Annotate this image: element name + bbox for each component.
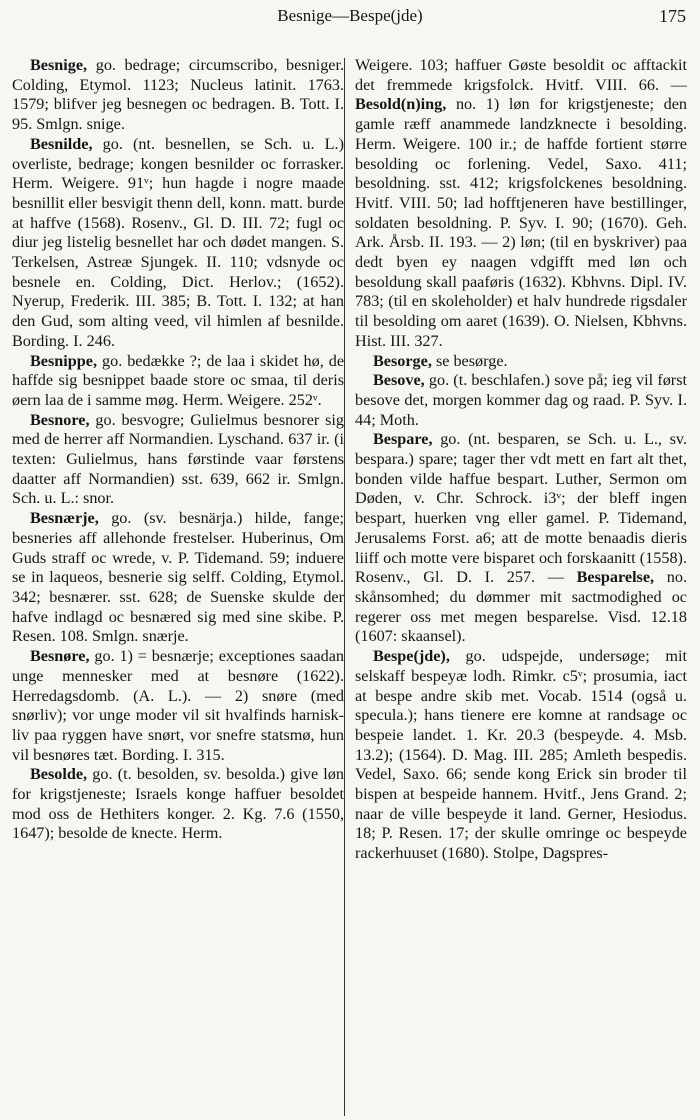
entry-text: go. bedrage; circumscribo, besniger. Colding, Etymol. 1123; Nucleus latinit. 1763. 1579; blifver jeg besnegen oc bedragen. B. Tott. I. 95. Smlgn. snige. [12,56,344,134]
entry-text: go. 1) = besnærje; exceptiones saadan unge mennesker med at besnøre (1622). Herredagsdomb. (A. L.). — 2) snøre (med snørliv); vor unge moder vil sit hvalfinds harnisk-liv paa ryggen have snørt, vor snefre statsmø, hun vil besnøres tæt. Bording. I. 315. [12,647,344,764]
dictionary-entry [12,647,344,765]
page-header [0,6,700,32]
dictionary-entry [355,352,687,372]
page-number: 175 [659,6,686,26]
dictionary-entry [12,509,344,647]
column-divider [344,58,345,1116]
entry-text: go. (t. besolden, sv. besolda.) give løn for krigstjeneste; Israels konge haffuer besoldet mod oss de Hethiters konger. 2. Kg. 7.6 (1550, 1647); besolde de knecte. Herm. [12,765,344,843]
entry-text: go. (sv. besnärja.) hilde, fange; besneries aff allehonde frestelser. Huberinus, Om Guds straff oc wrede, v. P. Tidemand. 59; induere se in laqueos, besnerie sig selff. Colding, Etymol. 342; besnærer. sst. 628; de Suenske skulde der hafve indlagd oc besnæred sig med sine skibe. P. Resen. 108. Smlgn. snærje. [12,509,344,646]
entry-text: no. 1) løn for krigstjeneste; den gamle ræff anammede landzknecte i besolding. Herm. Weigere. 100 ir.; de haffde fortient større besolding oc forlening. Vedel, Saxo. 411; besoldning. sst. 412; krigsfolckenes besoldning. Hvitf. VIII. 50; lad hofftjeneren have bestillinger, soldaten besoldning. P. Syv. I. 90; (1670). Geh. Ark. Årsb. II. 193. — 2) løn; (til en byskriver) paa dedt byen ey naagen vdgifft med løn och besoldung skall paaføris (1632). Kbhvns. Dipl. IV. 783; (til en skoleholder) et halv hundrede rigsdaler til besolding om aaret (1639). O. Nielsen, Kbhvns. Hist. III. 327. [355,95,687,350]
headword: Besorge, [373,351,432,370]
dictionary-entry [12,411,344,510]
right-column [355,56,687,1120]
entry-text: se besørge. [435,351,508,370]
entry-text: go. (t. beschlafen.) sove på; ieg vil først besove det, morgen kommer dag og raad. P. Syv. I. 44; Moth. [355,371,687,429]
headword: Besolde, [30,765,88,784]
entry-text: go. udspejde, undersøge; mit selskaff bespeyæ lodh. Rimkr. c5ᵛ; prosumia, iact at bespe andre skib met. Vocab. 1514 (også u. specula.); hans tienere ere komne at randsage oc bespeie landet. 1. Kr. 20.3 (bespeyde. 4. Msb. 13.2); (1564). D. Mag. III. 285; Amleth bespedis. Vedel, Saxo. 66; sende kong Erick sin broder til bispen at bespeide hannem. Hvitf., Jens Grand. 2; naar de ville bespeyde it land. Gerner, Hesiodus. 18; P. Resen. 17; der skulle omringe oc bespeyde rackerhuuset (1680). Stolpe, Dagspres- [355,647,687,863]
headword: Bespare, [373,430,433,449]
dictionary-entry [12,765,344,844]
left-column [12,56,344,1120]
dictionary-entry-continued [355,56,687,352]
headword: Besove, [373,371,425,390]
entry-text: go. (nt. besparen, se Sch. u. L., sv. bespara.) spare; tager ther vdt mett en fart alt thet, bonden vilde haffue bespart. Luther, Sermon om Døden, v. Chr. Schrock. i3ᵛ; der bleff ingen bespart, huerken vng eller gamel. P. Tidemand, Jerusalems Forst. a6; att de motte benaadis dieris liiff och motte vere bisparet och forskaanitt (1558). Rosenv., Gl. D. I. 257. — [355,430,687,587]
headword: Besnige, [30,56,88,74]
headword: Besnore, [30,410,90,429]
headword: Besold(n)ing, [355,95,447,114]
entry-text: no. skånsomhed; du dømmer mit sactmodighed oc regerer oss met megen besparelse. Visd. 12.18 (1607: skaansel). [355,568,687,646]
entry-text: go. bedække ?; de laa i skidet hø, de haffde sig besnippet baade store oc smaa, til deris øern laa de i samme møg. Herm. Weigere. 252ᵛ. [12,351,344,409]
headword: Bespe(jde), [373,647,450,666]
dictionary-entry [355,371,687,430]
running-head: Besnige—Bespe(jde) [277,6,423,25]
headword: Besnippe, [30,351,98,370]
dictionary-entry [12,56,344,135]
dictionary-entry [12,352,344,411]
headword: Besparelse, [576,568,655,587]
entry-text: go. (nt. besnellen, se Sch. u. L.) overliste, bedrage; kongen besnilder oc forrasker. Herm. Weigere. 91ᵛ; hun hagde i nogre maade besnillit eller besvigit thenn dell, konn. matt. burde at haffve (1568). Rosenv., Gl. D. III. 72; fugl oc diur jeg listelig besnellet har och dødet mangen. S. Terkelsen, Astreæ Sjungek. II. 110; vdsnyde oc besnele en. Colding, Dict. Herlov.; (1652). Nyerup, Frederik. III. 385; B. Tott. I. 132; at han den Gud, som alting veed, vil himlen af besnilde. Bording. I. 246. [12,134,344,350]
dictionary-entry [355,430,687,647]
dictionary-entry [12,135,344,352]
headword: Besnærje, [30,509,99,528]
entry-text: Weigere. 103; haffuer Gøste besoldit oc afftackit det fremmede krigsfolck. Hvitf. VIII. 66. — [355,56,687,94]
headword: Besnøre, [30,647,90,666]
dictionary-entry [355,647,687,864]
headword: Besnilde, [30,134,93,153]
entry-text: go. besvogre; Gulielmus besnorer sig med de herrer aff Normandien. Lyschand. 637 ir. (i texten: Gulielmus, hans førstinde vaar førstens daatter aff Normandien) sst. 639, 662 ir. Smlgn. Sch. u. L.: snor. [12,410,344,508]
